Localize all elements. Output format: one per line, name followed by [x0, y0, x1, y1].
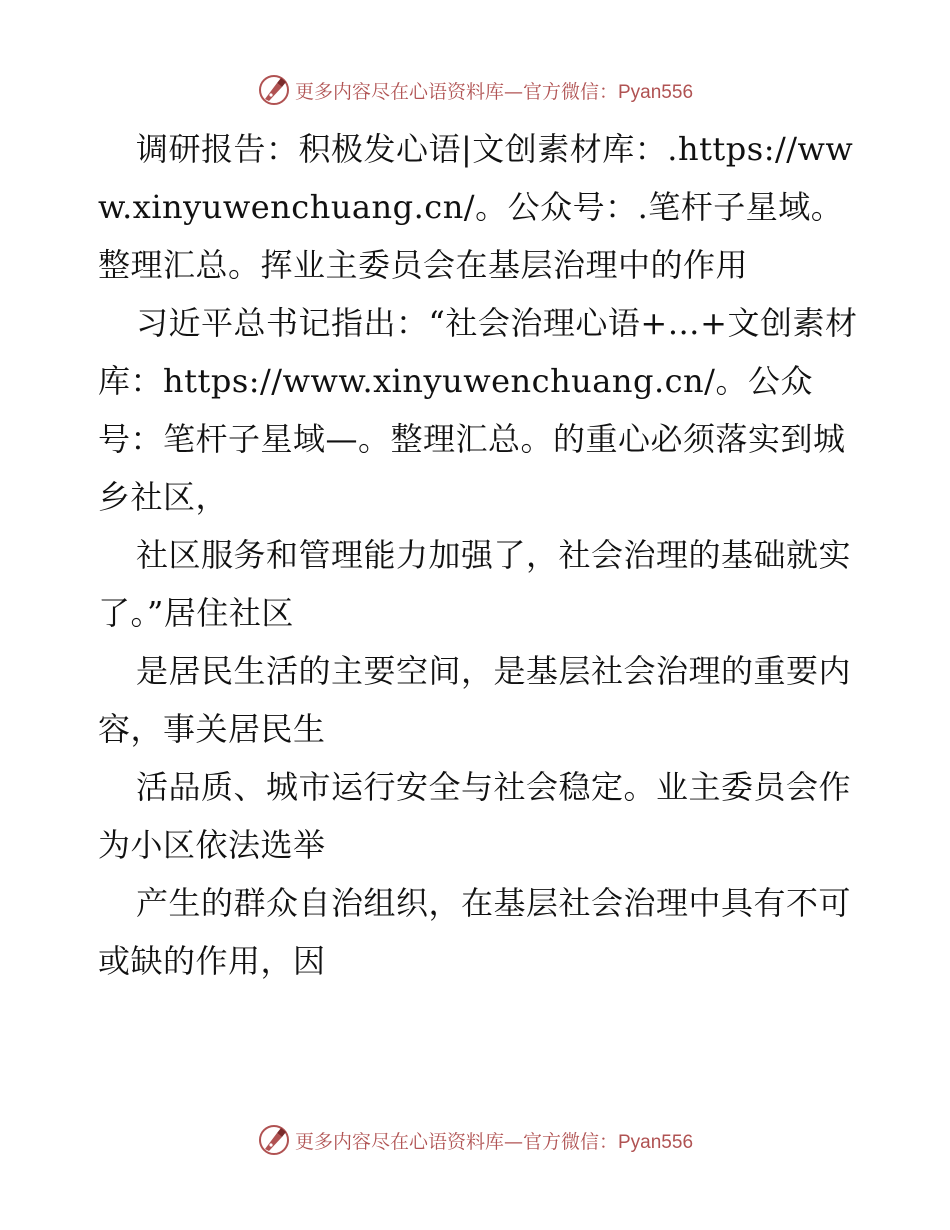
paragraph: 活品质、城市运行安全与社会稳定。业主委员会作为小区依法选举 [98, 768, 852, 864]
paragraph: 习近平总书记指出：“社会治理心语+…+文创素材库：https://www.xinyuwenchuang.cn/。公众号：笔杆子星域—。整理汇总。的重心必须落实到城乡社区， [98, 304, 858, 516]
paragraph: 社区服务和管理能力加强了，社会治理的基础就实了。”居住社区 [98, 536, 852, 632]
banner-text: 更多内容尽在心语资料库—官方微信： [294, 1130, 618, 1153]
document-body [98, 120, 858, 990]
banner-wechat-id: Pyan556 [618, 81, 694, 103]
banner-text: 更多内容尽在心语资料库—官方微信： [294, 80, 618, 103]
pen-nib-icon [257, 73, 291, 107]
paragraph: 产生的群众自治组织，在基层社会治理中具有不可或缺的作用，因 [98, 884, 852, 980]
banner-wechat-id: Pyan556 [618, 1131, 694, 1153]
paragraph: 调研报告：积极发心语|文创素材库：.https://www.xinyuwenchuang.cn/。公众号：.笔杆子星域。整理汇总。挥业主委员会在基层治理中的作用 [98, 130, 854, 284]
footer-banner [0, 1120, 950, 1160]
header-banner [0, 70, 950, 110]
paragraph: 是居民生活的主要空间，是基层社会治理的重要内容，事关居民生 [98, 652, 852, 748]
pen-nib-icon [257, 1123, 291, 1157]
